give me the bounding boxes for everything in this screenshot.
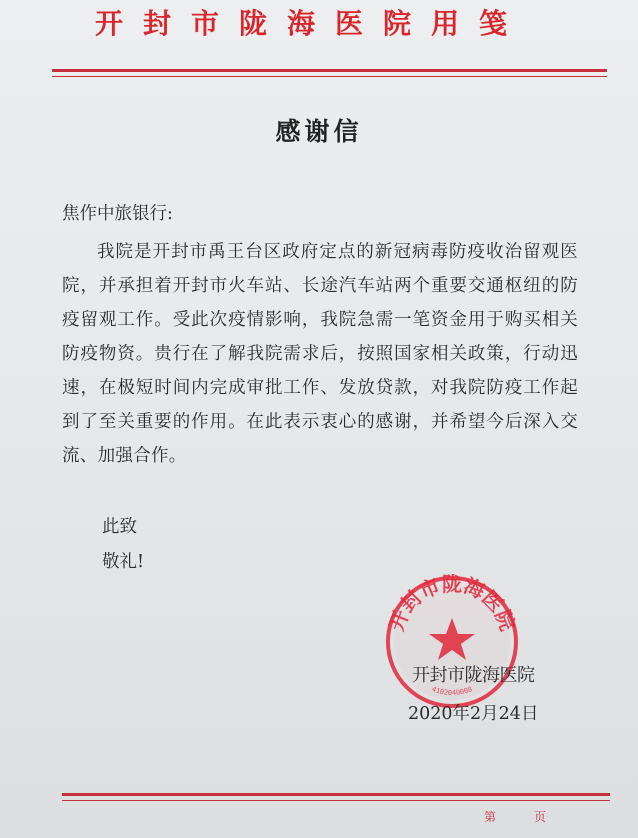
letterhead-title: 开封市陇海医院用笺 (95, 7, 528, 40)
closing-line-1: 此致 (102, 517, 137, 537)
closing-line-2: 敬礼! (102, 552, 145, 572)
footer-rule-thick (62, 793, 610, 796)
footer-page-label (484, 808, 546, 825)
letter-title: 感谢信 (275, 117, 363, 146)
letterhead-rule-thick (52, 69, 607, 72)
footer-page-suffix: 页 (534, 810, 547, 824)
letterhead-rule-thin (52, 76, 607, 77)
seal-text: 开封市陇海医院 (384, 572, 520, 634)
footer-rule-thin (62, 800, 610, 801)
signature-organization: 开封市陇海医院 (412, 665, 535, 686)
seal-number: 4102040008 (430, 685, 474, 698)
letter-date: 2020年2月24日 (408, 704, 539, 724)
footer-page-prefix: 第 (484, 810, 497, 824)
letter-body: 我院是开封市禹王台区政府定点的新冠病毒防疫收治留观医院，并承担着开封市火车站、长途汽车站两个重要交通枢纽的防疫留观工作。受此次疫情影响，我院急需一笔资金用于购买相关防疫物资。贵行在了解我院需求后，按照国家相关政策，行动迅速，在极短时间内完成审批工作、发放贷款，对我院防疫工作起到了至关重要的作用。在此表示衷心的感谢，并希望今后深入交流、加强合作。 (62, 242, 578, 466)
official-seal-stamp (382, 572, 522, 712)
salutation: 焦作中旅银行: (62, 204, 173, 224)
